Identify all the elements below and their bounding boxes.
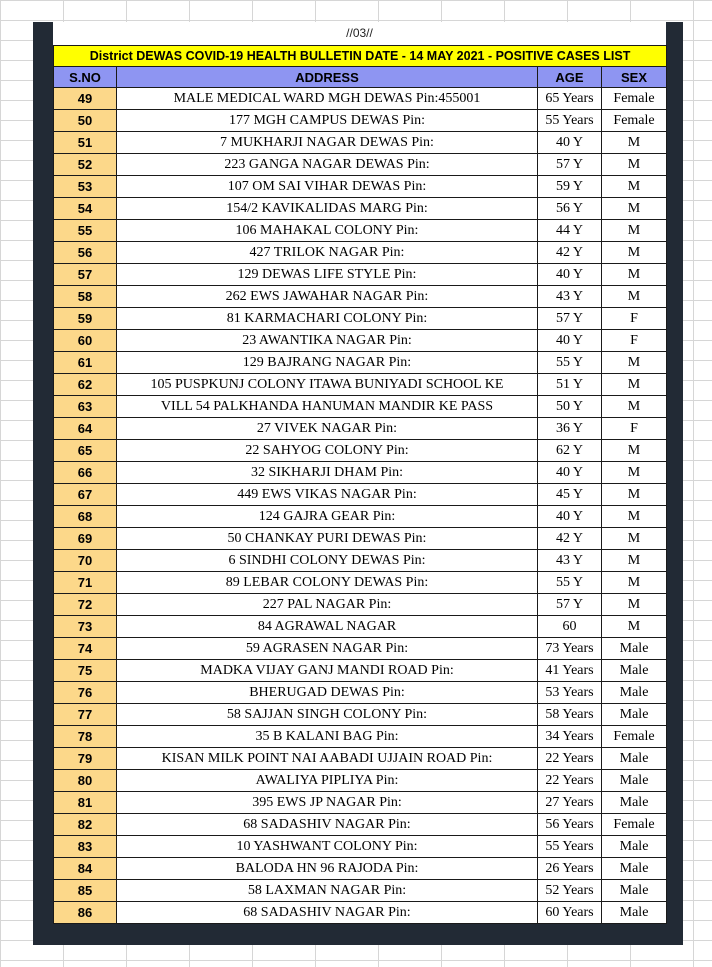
sex-cell: M bbox=[602, 440, 667, 462]
sno-cell: 78 bbox=[54, 726, 117, 748]
positive-cases-table bbox=[53, 45, 667, 924]
table-row bbox=[54, 132, 667, 154]
sex-cell: Male bbox=[602, 704, 667, 726]
sex-cell: Male bbox=[602, 638, 667, 660]
address-cell: 154/2 KAVIKALIDAS MARG Pin: bbox=[117, 198, 538, 220]
address-cell: 58 SAJJAN SINGH COLONY Pin: bbox=[117, 704, 538, 726]
address-cell: 427 TRILOK NAGAR Pin: bbox=[117, 242, 538, 264]
sex-cell: M bbox=[602, 594, 667, 616]
age-cell: 57 Y bbox=[538, 308, 602, 330]
table-row bbox=[54, 396, 667, 418]
sno-cell: 61 bbox=[54, 352, 117, 374]
table-row bbox=[54, 352, 667, 374]
age-cell: 34 Years bbox=[538, 726, 602, 748]
table-row bbox=[54, 154, 667, 176]
age-cell: 55 Years bbox=[538, 836, 602, 858]
table-row bbox=[54, 110, 667, 132]
sno-cell: 52 bbox=[54, 154, 117, 176]
address-cell: 105 PUSPKUNJ COLONY ITAWA BUNIYADI SCHOOL KE bbox=[117, 374, 538, 396]
table-row bbox=[54, 858, 667, 880]
sno-cell: 62 bbox=[54, 374, 117, 396]
table-row bbox=[54, 484, 667, 506]
age-cell: 55 Y bbox=[538, 572, 602, 594]
header-row bbox=[54, 67, 667, 88]
sno-cell: 67 bbox=[54, 484, 117, 506]
age-cell: 65 Years bbox=[538, 88, 602, 110]
sex-cell: M bbox=[602, 220, 667, 242]
age-cell: 26 Years bbox=[538, 858, 602, 880]
table-row bbox=[54, 594, 667, 616]
address-cell: 50 CHANKAY PURI DEWAS Pin: bbox=[117, 528, 538, 550]
address-cell: 177 MGH CAMPUS DEWAS Pin: bbox=[117, 110, 538, 132]
sno-cell: 55 bbox=[54, 220, 117, 242]
title-row bbox=[54, 46, 667, 67]
sex-cell: Female bbox=[602, 814, 667, 836]
sex-cell: Male bbox=[602, 748, 667, 770]
address-cell: 10 YASHWANT COLONY Pin: bbox=[117, 836, 538, 858]
address-cell: 129 DEWAS LIFE STYLE Pin: bbox=[117, 264, 538, 286]
sno-cell: 84 bbox=[54, 858, 117, 880]
sno-cell: 63 bbox=[54, 396, 117, 418]
sex-cell: M bbox=[602, 506, 667, 528]
sno-cell: 64 bbox=[54, 418, 117, 440]
age-cell: 73 Years bbox=[538, 638, 602, 660]
age-cell: 62 Y bbox=[538, 440, 602, 462]
age-cell: 41 Years bbox=[538, 660, 602, 682]
age-cell: 36 Y bbox=[538, 418, 602, 440]
age-cell: 60 bbox=[538, 616, 602, 638]
sno-cell: 74 bbox=[54, 638, 117, 660]
address-cell: 22 SAHYOG COLONY Pin: bbox=[117, 440, 538, 462]
table-row bbox=[54, 902, 667, 924]
age-cell: 40 Y bbox=[538, 264, 602, 286]
address-cell: 7 MUKHARJI NAGAR DEWAS Pin: bbox=[117, 132, 538, 154]
age-cell: 44 Y bbox=[538, 220, 602, 242]
address-cell: 68 SADASHIV NAGAR Pin: bbox=[117, 814, 538, 836]
address-cell: 84 AGRAWAL NAGAR bbox=[117, 616, 538, 638]
age-cell: 42 Y bbox=[538, 242, 602, 264]
sno-cell: 73 bbox=[54, 616, 117, 638]
table-row bbox=[54, 330, 667, 352]
table-row bbox=[54, 638, 667, 660]
sno-cell: 85 bbox=[54, 880, 117, 902]
column-header-age: AGE bbox=[538, 67, 602, 88]
age-cell: 51 Y bbox=[538, 374, 602, 396]
sno-cell: 68 bbox=[54, 506, 117, 528]
sno-cell: 57 bbox=[54, 264, 117, 286]
sno-cell: 60 bbox=[54, 330, 117, 352]
age-cell: 42 Y bbox=[538, 528, 602, 550]
table-row bbox=[54, 264, 667, 286]
age-cell: 50 Y bbox=[538, 396, 602, 418]
table-row bbox=[54, 440, 667, 462]
age-cell: 52 Years bbox=[538, 880, 602, 902]
sex-cell: Male bbox=[602, 880, 667, 902]
table-row bbox=[54, 550, 667, 572]
sex-cell: F bbox=[602, 418, 667, 440]
table-row bbox=[54, 242, 667, 264]
age-cell: 55 Years bbox=[538, 110, 602, 132]
address-cell: 81 KARMACHARI COLONY Pin: bbox=[117, 308, 538, 330]
sno-cell: 51 bbox=[54, 132, 117, 154]
age-cell: 43 Y bbox=[538, 286, 602, 308]
address-cell: 68 SADASHIV NAGAR Pin: bbox=[117, 902, 538, 924]
sex-cell: Female bbox=[602, 88, 667, 110]
table-row bbox=[54, 880, 667, 902]
table-row bbox=[54, 726, 667, 748]
address-cell: AWALIYA PIPLIYA Pin: bbox=[117, 770, 538, 792]
sex-cell: M bbox=[602, 242, 667, 264]
table-row bbox=[54, 682, 667, 704]
table-row bbox=[54, 572, 667, 594]
page-marker: //03// bbox=[53, 22, 666, 45]
sex-cell: Male bbox=[602, 858, 667, 880]
age-cell: 43 Y bbox=[538, 550, 602, 572]
sno-cell: 86 bbox=[54, 902, 117, 924]
address-cell: MALE MEDICAL WARD MGH DEWAS Pin:455001 bbox=[117, 88, 538, 110]
address-cell: 59 AGRASEN NAGAR Pin: bbox=[117, 638, 538, 660]
address-cell: VILL 54 PALKHANDA HANUMAN MANDIR KE PASS bbox=[117, 396, 538, 418]
table-row bbox=[54, 792, 667, 814]
sno-cell: 54 bbox=[54, 198, 117, 220]
sex-cell: Male bbox=[602, 902, 667, 924]
address-cell: 262 EWS JAWAHAR NAGAR Pin: bbox=[117, 286, 538, 308]
sno-cell: 80 bbox=[54, 770, 117, 792]
age-cell: 40 Y bbox=[538, 330, 602, 352]
bulletin-frame bbox=[33, 22, 683, 945]
table-row bbox=[54, 308, 667, 330]
age-cell: 55 Y bbox=[538, 352, 602, 374]
age-cell: 40 Y bbox=[538, 462, 602, 484]
table-row bbox=[54, 220, 667, 242]
age-cell: 57 Y bbox=[538, 154, 602, 176]
address-cell: 449 EWS VIKAS NAGAR Pin: bbox=[117, 484, 538, 506]
table-row bbox=[54, 528, 667, 550]
sno-cell: 56 bbox=[54, 242, 117, 264]
sno-cell: 77 bbox=[54, 704, 117, 726]
address-cell: 106 MAHAKAL COLONY Pin: bbox=[117, 220, 538, 242]
table-row bbox=[54, 814, 667, 836]
address-cell: 6 SINDHI COLONY DEWAS Pin: bbox=[117, 550, 538, 572]
table-row bbox=[54, 286, 667, 308]
address-cell: BHERUGAD DEWAS Pin: bbox=[117, 682, 538, 704]
address-cell: 35 B KALANI BAG Pin: bbox=[117, 726, 538, 748]
address-cell: 89 LEBAR COLONY DEWAS Pin: bbox=[117, 572, 538, 594]
sno-cell: 69 bbox=[54, 528, 117, 550]
address-cell: BALODA HN 96 RAJODA Pin: bbox=[117, 858, 538, 880]
age-cell: 22 Years bbox=[538, 770, 602, 792]
bulletin-title: District DEWAS COVID-19 HEALTH BULLETIN DATE - 14 MAY 2021 - POSITIVE CASES LIST bbox=[54, 46, 667, 67]
sno-cell: 65 bbox=[54, 440, 117, 462]
sno-cell: 72 bbox=[54, 594, 117, 616]
column-header-address: ADDRESS bbox=[117, 67, 538, 88]
sno-cell: 58 bbox=[54, 286, 117, 308]
table-row bbox=[54, 176, 667, 198]
address-cell: 32 SIKHARJI DHAM Pin: bbox=[117, 462, 538, 484]
sno-cell: 79 bbox=[54, 748, 117, 770]
age-cell: 45 Y bbox=[538, 484, 602, 506]
sex-cell: Female bbox=[602, 726, 667, 748]
sex-cell: M bbox=[602, 198, 667, 220]
age-cell: 59 Y bbox=[538, 176, 602, 198]
sex-cell: M bbox=[602, 616, 667, 638]
address-cell: 223 GANGA NAGAR DEWAS Pin: bbox=[117, 154, 538, 176]
sex-cell: M bbox=[602, 396, 667, 418]
age-cell: 60 Years bbox=[538, 902, 602, 924]
address-cell: 107 OM SAI VIHAR DEWAS Pin: bbox=[117, 176, 538, 198]
sex-cell: M bbox=[602, 264, 667, 286]
sex-cell: Male bbox=[602, 792, 667, 814]
sno-cell: 82 bbox=[54, 814, 117, 836]
address-cell: MADKA VIJAY GANJ MANDI ROAD Pin: bbox=[117, 660, 538, 682]
sex-cell: Male bbox=[602, 770, 667, 792]
column-header-sex: SEX bbox=[602, 67, 667, 88]
sex-cell: Male bbox=[602, 836, 667, 858]
age-cell: 56 Years bbox=[538, 814, 602, 836]
table-row bbox=[54, 616, 667, 638]
sno-cell: 71 bbox=[54, 572, 117, 594]
sex-cell: M bbox=[602, 132, 667, 154]
sno-cell: 81 bbox=[54, 792, 117, 814]
sno-cell: 70 bbox=[54, 550, 117, 572]
case-rows bbox=[54, 88, 667, 924]
age-cell: 57 Y bbox=[538, 594, 602, 616]
address-cell: KISAN MILK POINT NAI AABADI UJJAIN ROAD Pin: bbox=[117, 748, 538, 770]
table-row bbox=[54, 198, 667, 220]
address-cell: 27 VIVEK NAGAR Pin: bbox=[117, 418, 538, 440]
age-cell: 27 Years bbox=[538, 792, 602, 814]
address-cell: 58 LAXMAN NAGAR Pin: bbox=[117, 880, 538, 902]
age-cell: 58 Years bbox=[538, 704, 602, 726]
column-header-sno: S.NO bbox=[54, 67, 117, 88]
table-row bbox=[54, 506, 667, 528]
table-row bbox=[54, 462, 667, 484]
table-row bbox=[54, 704, 667, 726]
sex-cell: M bbox=[602, 528, 667, 550]
sex-cell: M bbox=[602, 154, 667, 176]
sno-cell: 75 bbox=[54, 660, 117, 682]
sex-cell: M bbox=[602, 286, 667, 308]
sex-cell: F bbox=[602, 330, 667, 352]
age-cell: 53 Years bbox=[538, 682, 602, 704]
sex-cell: M bbox=[602, 572, 667, 594]
sex-cell: M bbox=[602, 462, 667, 484]
age-cell: 56 Y bbox=[538, 198, 602, 220]
sno-cell: 49 bbox=[54, 88, 117, 110]
sex-cell: Male bbox=[602, 682, 667, 704]
sno-cell: 76 bbox=[54, 682, 117, 704]
sex-cell: Male bbox=[602, 660, 667, 682]
address-cell: 395 EWS JP NAGAR Pin: bbox=[117, 792, 538, 814]
age-cell: 22 Years bbox=[538, 748, 602, 770]
sex-cell: M bbox=[602, 484, 667, 506]
sno-cell: 66 bbox=[54, 462, 117, 484]
address-cell: 124 GAJRA GEAR Pin: bbox=[117, 506, 538, 528]
sex-cell: M bbox=[602, 176, 667, 198]
sex-cell: M bbox=[602, 352, 667, 374]
sex-cell: Female bbox=[602, 110, 667, 132]
sex-cell: F bbox=[602, 308, 667, 330]
age-cell: 40 Y bbox=[538, 132, 602, 154]
table-row bbox=[54, 770, 667, 792]
table-row bbox=[54, 836, 667, 858]
sno-cell: 83 bbox=[54, 836, 117, 858]
address-cell: 227 PAL NAGAR Pin: bbox=[117, 594, 538, 616]
table-row bbox=[54, 88, 667, 110]
table-row bbox=[54, 418, 667, 440]
sno-cell: 59 bbox=[54, 308, 117, 330]
sno-cell: 50 bbox=[54, 110, 117, 132]
sex-cell: M bbox=[602, 374, 667, 396]
sex-cell: M bbox=[602, 550, 667, 572]
sno-cell: 53 bbox=[54, 176, 117, 198]
age-cell: 40 Y bbox=[538, 506, 602, 528]
table-row bbox=[54, 748, 667, 770]
address-cell: 129 BAJRANG NAGAR Pin: bbox=[117, 352, 538, 374]
table-row bbox=[54, 374, 667, 396]
table-row bbox=[54, 660, 667, 682]
address-cell: 23 AWANTIKA NAGAR Pin: bbox=[117, 330, 538, 352]
